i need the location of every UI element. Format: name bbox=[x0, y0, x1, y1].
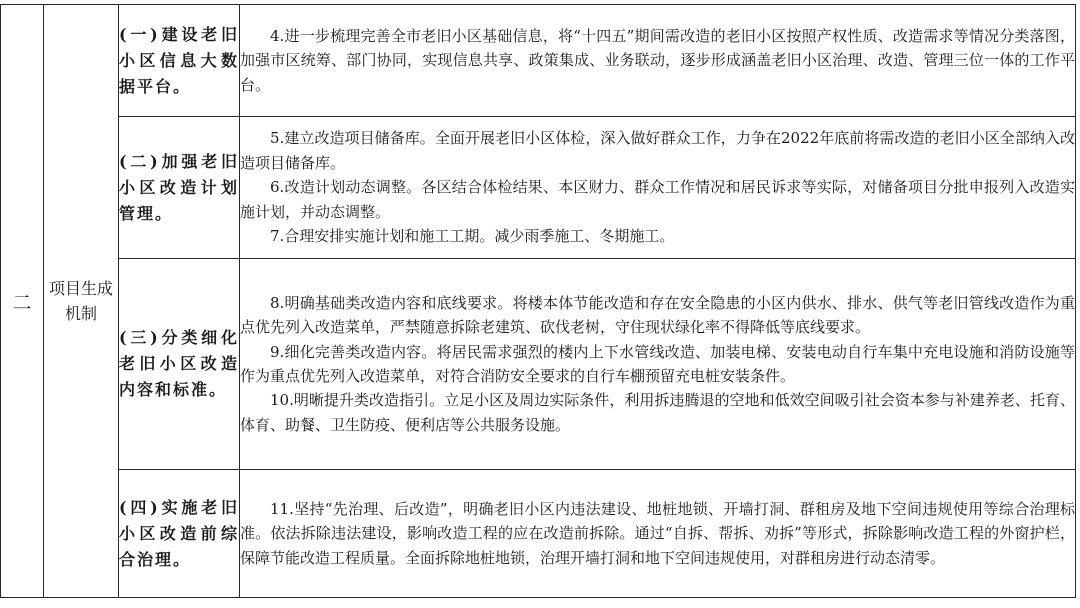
content-paragraph: 11.坚持“先治理、后改造”，明确老旧小区内违法建设、地桩地锁、开墙打洞、群租房及地下空间违规使用等综合治理标准。依法拆除违法建设，影响改造工程的应在改造前拆除。通过“自拆、帮拆、劝拆”等形式，拆除影响改造工程的外窗护栏，保障节能改造工程质量。全面拆除地桩地锁，治理开墙打洞和地下空间违规使用，对群租房进行动态清零。 bbox=[240, 499, 1075, 567]
row-subtitle: (一)建设老旧小区信息大数据平台。 bbox=[119, 24, 239, 96]
section-number: 二 bbox=[12, 291, 32, 314]
table-row bbox=[1, 5, 1076, 117]
table-row bbox=[1, 470, 1076, 598]
policy-table bbox=[0, 4, 1076, 598]
content-paragraph: 5.建立改造项目储备库。全面开展老旧小区体检，深入做好群众工作，力争在2022年底前将需改造的老旧小区全部纳入改造项目储备库。 bbox=[240, 129, 1075, 172]
subtitle-cell bbox=[119, 470, 240, 598]
content-cell bbox=[240, 117, 1076, 259]
content-paragraph: 7.合理安排实施计划和施工工期。减少雨季施工、冬期施工。 bbox=[270, 227, 675, 246]
content-paragraph: 9.细化完善类改造内容。将居民需求强烈的楼内上下水管线改造、加装电梯、安装电动自行车集中充电设施和消防设施等作为重点优先列入改造菜单，对符合消防安全要求的自行车棚预留充电桩安装条件。 bbox=[240, 342, 1075, 385]
table-row bbox=[1, 117, 1076, 259]
content-paragraph: 10.明晰提升类改造指引。立足小区及周边实际条件，利用拆违腾退的空地和低效空间吸引社会资本参与补建养老、托育、体育、助餐、卫生防疫、便利店等公共服务设施。 bbox=[240, 391, 1075, 434]
category-label: 项目生成机制 bbox=[48, 279, 113, 323]
row-subtitle: (三)分类细化老旧小区改造内容和标准。 bbox=[119, 328, 239, 399]
content-cell bbox=[240, 5, 1076, 117]
subtitle-cell bbox=[119, 5, 240, 117]
row-subtitle: (四)实施老旧小区改造前综合治理。 bbox=[119, 497, 239, 569]
subtitle-cell bbox=[119, 117, 240, 259]
content-paragraph: 4.进一步梳理完善全市老旧小区基础信息，将“十四五”期间需改造的老旧小区按照产权性质、改造需求等情况分类落图，加强市区统筹、部门协同，实现信息共享、政策集成、业务联动，逐步形成涵盖老旧小区治理、改造、管理三位一体的工作平台。 bbox=[240, 26, 1075, 94]
content-paragraph: 8.明确基础类改造内容和底线要求。将楼本体节能改造和存在安全隐患的小区内供水、排水、供气等老旧管线改造作为重点优先列入改造菜单，严禁随意拆除老建筑、砍伐老树，守住现状绿化率不得降低等底线要求。 bbox=[240, 293, 1075, 337]
row-subtitle: (二)加强老旧小区改造计划管理。 bbox=[119, 151, 239, 223]
content-paragraph: 6.改造计划动态调整。各区结合体检结果、本区财力、群众工作情况和居民诉求等实际，对储备项目分批申报列入改造实施计划，并动态调整。 bbox=[240, 178, 1075, 221]
subtitle-cell bbox=[119, 259, 240, 470]
content-cell bbox=[240, 470, 1076, 598]
table-row bbox=[1, 259, 1076, 470]
section-number-cell bbox=[1, 5, 44, 598]
content-cell bbox=[240, 259, 1076, 470]
category-cell bbox=[44, 5, 119, 598]
